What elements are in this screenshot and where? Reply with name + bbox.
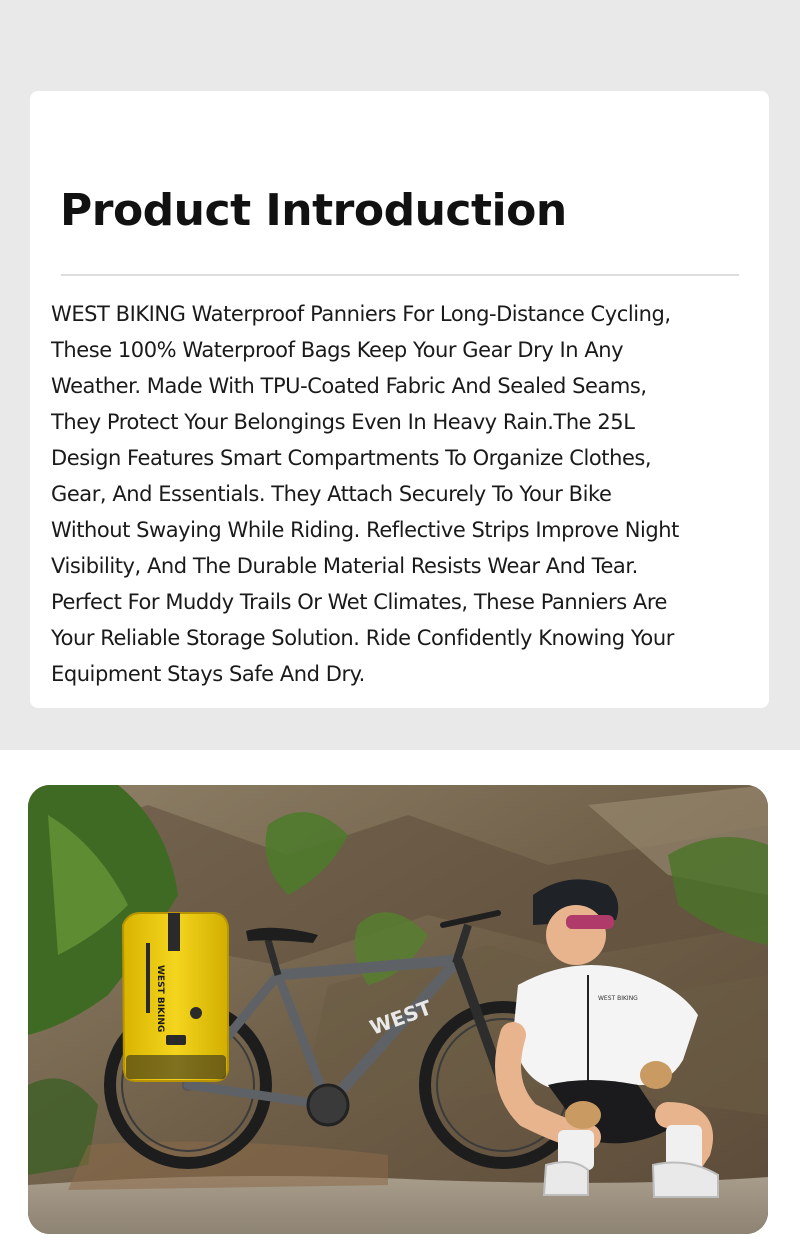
description-line: Without Swaying While Riding. Reflective Strips Improve Night — [51, 518, 679, 542]
description-line: Visibility, And The Durable Material Resists Wear And Tear. — [51, 554, 638, 578]
pannier-bag — [123, 913, 228, 1081]
bag-bottom — [126, 1055, 226, 1079]
left-shoe — [544, 1162, 588, 1195]
description-line: Your Reliable Storage Solution. Ride Confidently Knowing Your — [51, 626, 674, 650]
bag-logo-icon — [190, 1007, 202, 1019]
sunglasses — [566, 915, 614, 929]
title-divider — [61, 274, 739, 276]
photo-illustration — [28, 785, 768, 1234]
reflective-strip — [146, 943, 150, 1013]
bag-strap — [168, 913, 180, 951]
description-line: These 100% Waterproof Bags Keep Your Gear Dry In Any — [51, 338, 624, 362]
jersey-brand-text: WEST BIKING — [598, 995, 638, 1002]
bag-buckle — [166, 1035, 186, 1045]
face — [546, 905, 606, 965]
chainring — [308, 1085, 348, 1125]
frame-brand-text: WEST — [366, 995, 435, 1040]
glove-left — [565, 1101, 601, 1129]
glove-right — [640, 1061, 672, 1089]
description-line: Weather. Made With TPU-Coated Fabric And Sealed Seams, — [51, 374, 647, 398]
description-line: WEST BIKING Waterproof Panniers For Long-Distance Cycling, — [51, 302, 671, 326]
description-line: Design Features Smart Compartments To Organize Clothes, — [51, 446, 652, 470]
product-description — [51, 296, 769, 692]
description-line: Perfect For Muddy Trails Or Wet Climates, These Panniers Are — [51, 590, 668, 614]
description-line: Gear, And Essentials. They Attach Securely To Your Bike — [51, 482, 612, 506]
page-title: Product Introduction — [60, 185, 567, 236]
bag-brand-text: WEST BIKING — [155, 965, 165, 1033]
description-line: Equipment Stays Safe And Dry. — [51, 662, 365, 686]
product-lifestyle-photo — [28, 785, 768, 1234]
description-line: They Protect Your Belongings Even In Heavy Rain.The 25L — [51, 410, 635, 434]
product-introduction-card — [30, 91, 769, 708]
